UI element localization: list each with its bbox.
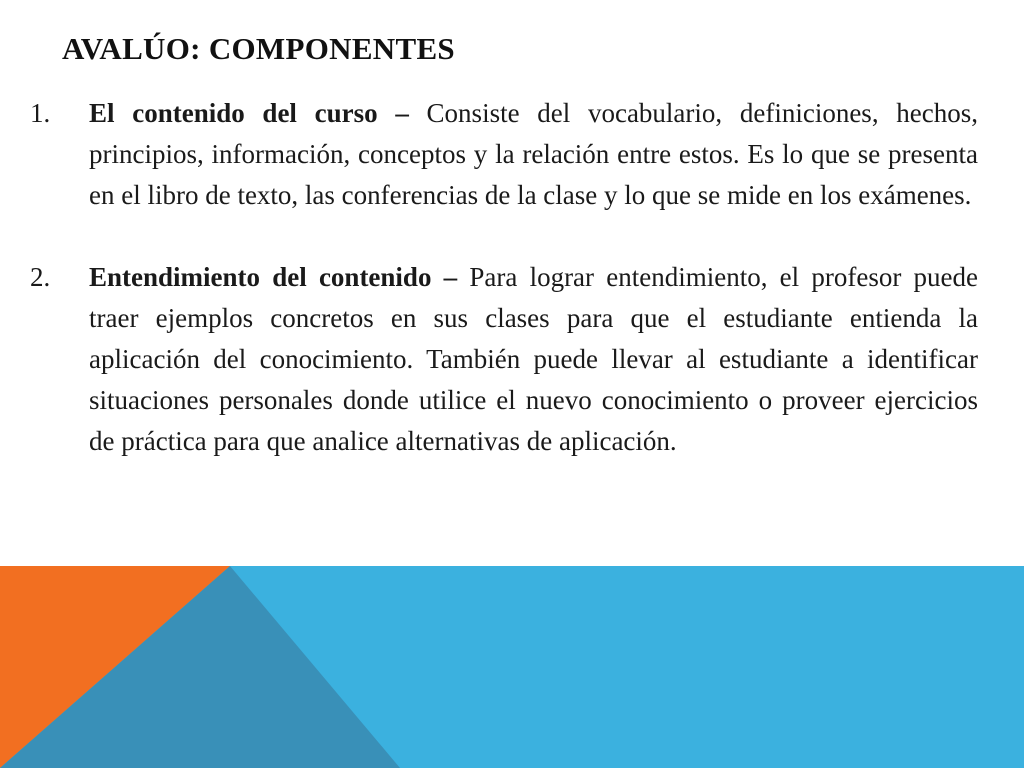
decorative-footer <box>0 566 1024 768</box>
item-description: Consiste del vocabulario, definiciones, hechos, principios, información, conceptos y la relación entre estos. Es lo que se presenta en el libro de texto, las conferencias de la clase y lo que se mide en los exámenes. <box>89 98 978 210</box>
numbered-list <box>30 93 978 462</box>
item-number: 1. <box>30 98 51 128</box>
item-term: Entendimiento del contenido – <box>89 262 458 292</box>
item-description: Para lograr entendimiento, el profesor puede traer ejemplos concretos en sus clases para que el estudiante entienda la aplicación del conocimiento. También puede llevar al estudiante a identificar situaciones personales donde utilice el nuevo conocimiento o proveer ejercicios de práctica para que analice alternativas de aplicación. <box>89 262 979 456</box>
list-item <box>30 93 978 216</box>
item-number: 2. <box>30 262 51 292</box>
slide-title: AVALÚO: COMPONENTES <box>62 31 455 66</box>
item-body <box>89 93 978 216</box>
list-item <box>30 257 978 462</box>
item-term: El contenido del curso – <box>89 98 409 128</box>
item-body <box>89 257 978 462</box>
